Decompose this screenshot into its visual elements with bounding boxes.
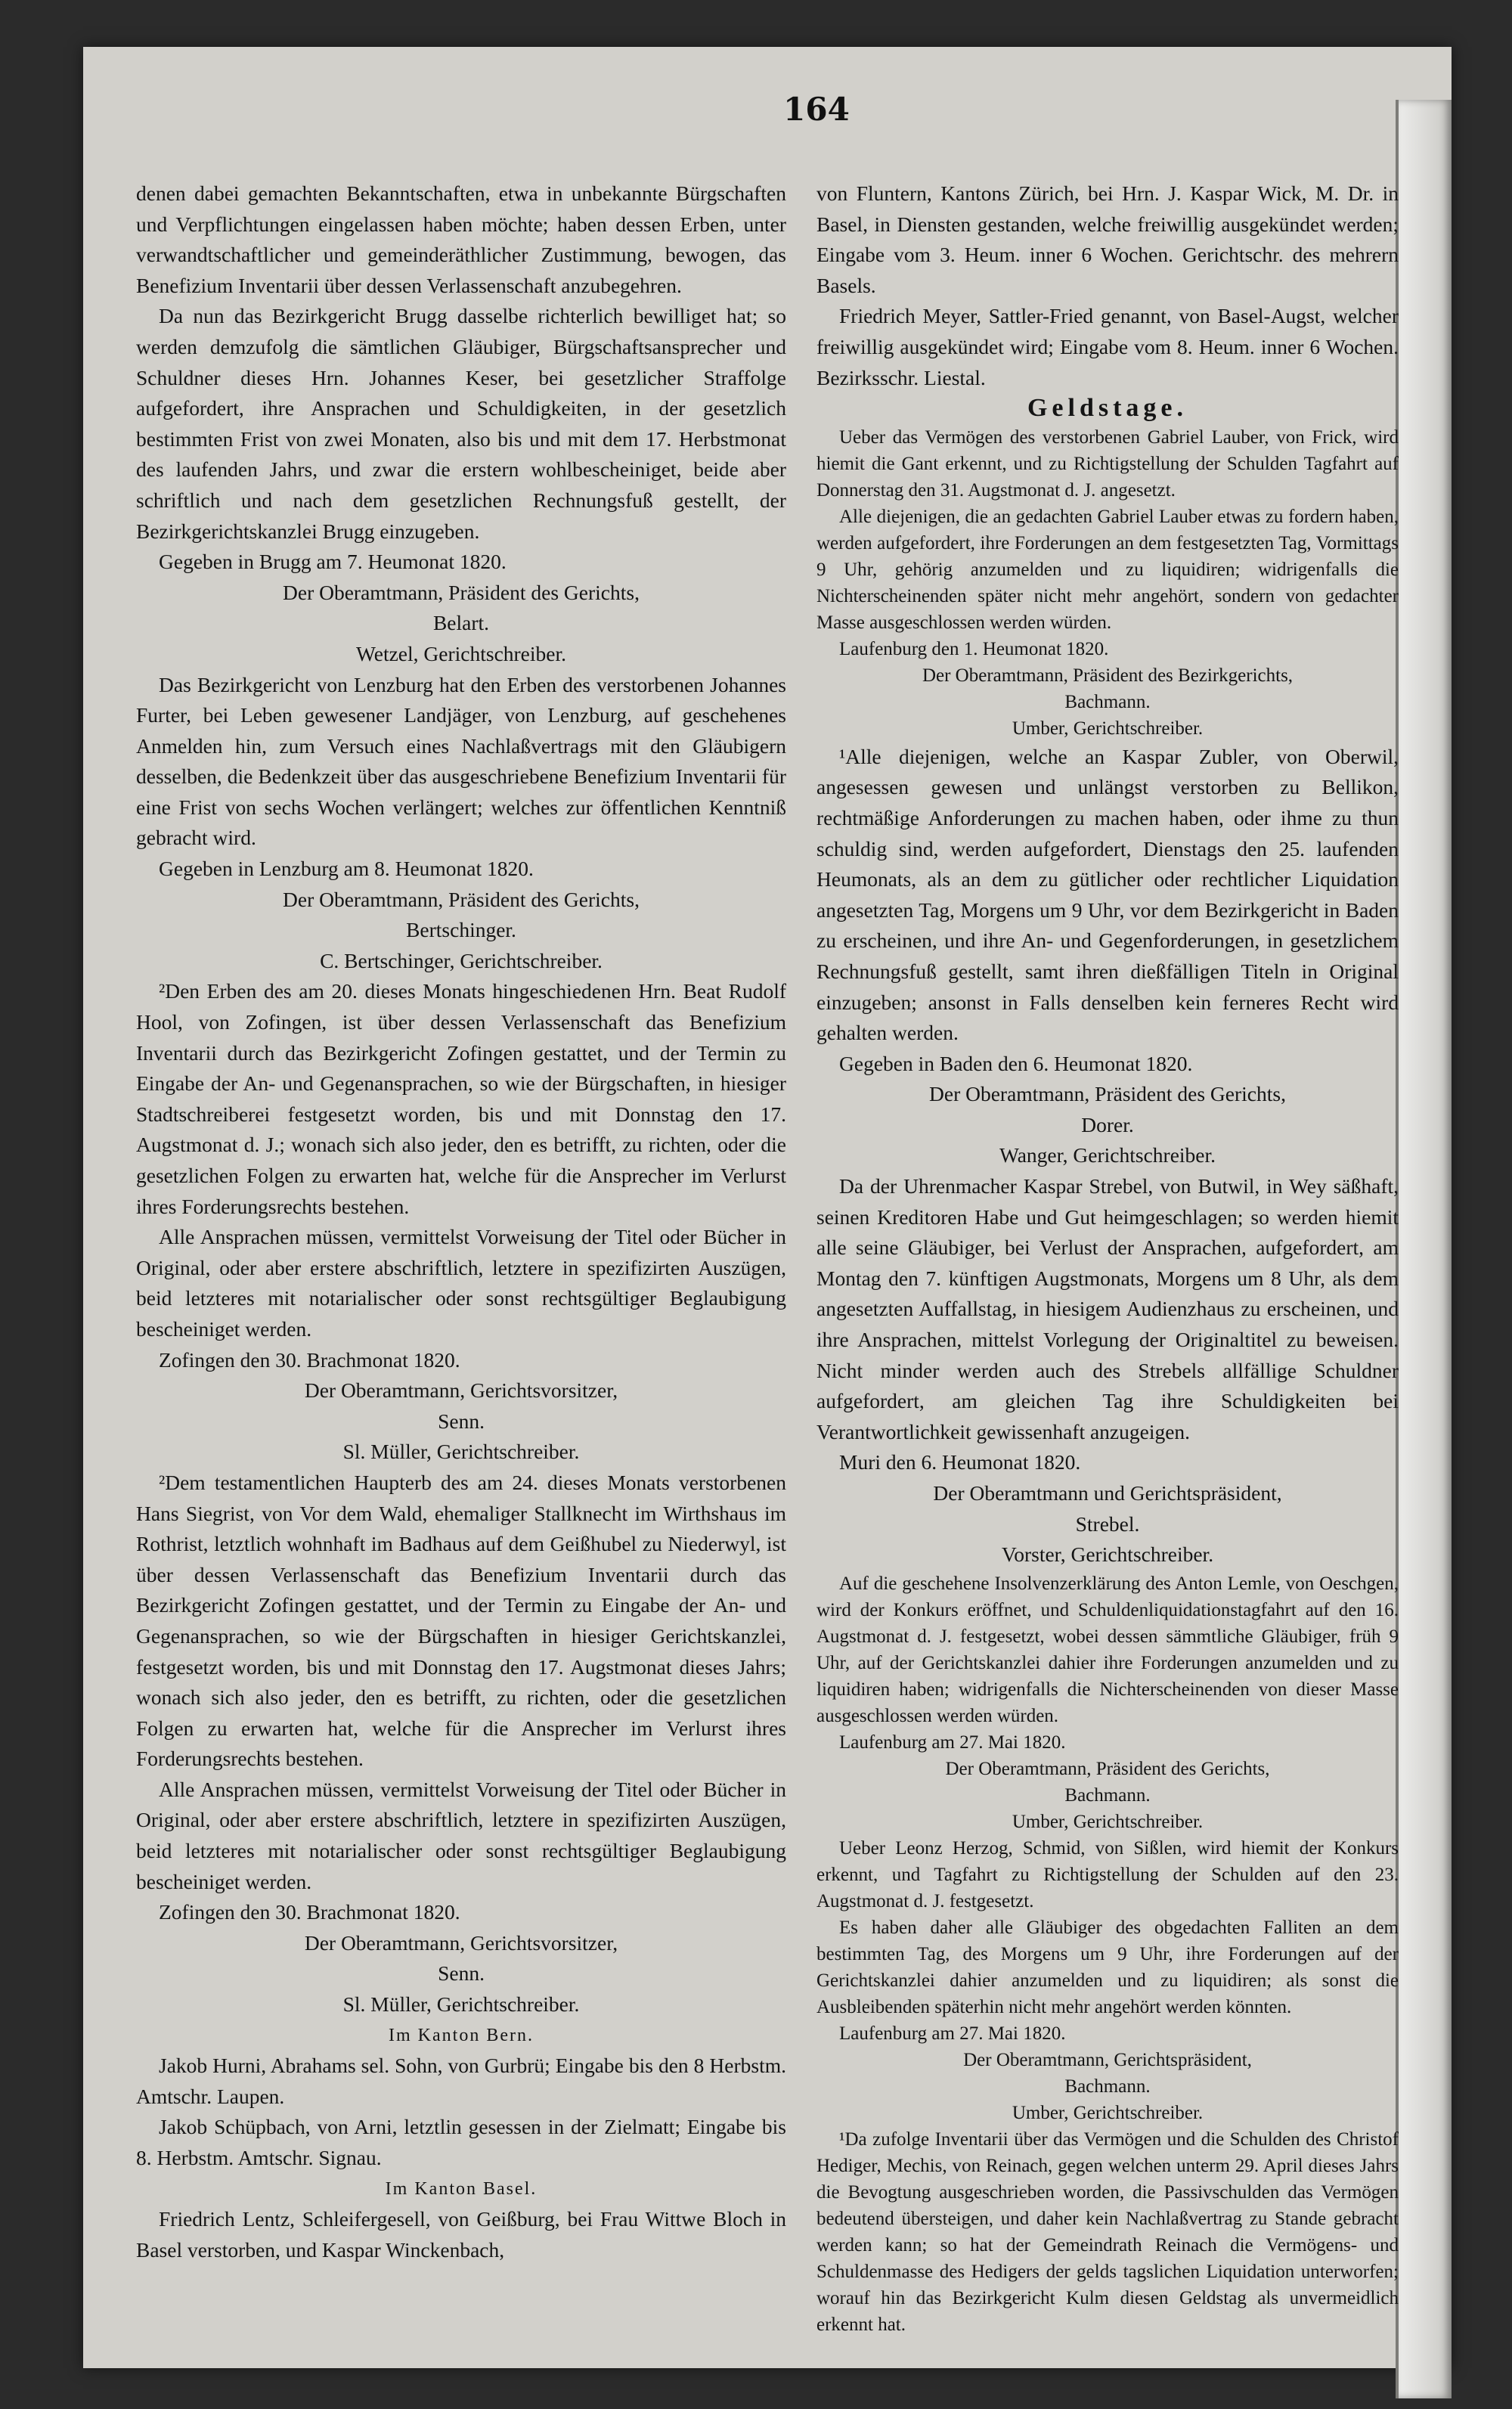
right-paragraph-5: Laufenburg den 1. Heumonat 1820. <box>839 638 1109 659</box>
right-paragraph-17: Strebel. <box>1075 1511 1140 1536</box>
right-paragraph-16: Der Oberamtmann und Gerichtspräsident, <box>933 1481 1282 1505</box>
right-paragraph-23: Umber, Gerichtschreiber. <box>1012 1811 1204 1832</box>
left-paragraph-2: Gegeben in Brugg am 7. Heumonat 1820. <box>159 550 507 574</box>
left-paragraph-0: denen dabei gemachten Bekanntschaften, etwa in unbekannte Bürgschaften und Verpflichtungen eingelassen haben möchte; haben dessen Erben, unter verwandtschaftlicher und gemeinderäthlicher Zustimmung, bewogen, das Benefizium Inventarii über dessen Verlassenschaft anzubegehren. <box>136 181 786 297</box>
right-paragraph-26: Laufenburg am 27. Mai 1820. <box>839 2023 1066 2044</box>
right-paragraph-14: Da der Uhrenmacher Kaspar Strebel, von Butwil, in Wey säßhaft, seinen Kreditoren Habe und Gut heimgeschlagen; so werden hiemit alle seine Gläubiger, bei Verlust der Ansprachen, aufgefordert, am Montag den 7. künftigen Augstmonats, Morgens um 8 Uhr, als dem angesetzten Auffallstag, in hiesigem Audienzhaus zu erscheinen, und ihre Ansprachen, mittelst Vorlegung der Originaltitel zu beweisen. Nicht minder werden auch des Strebels allfällige Schuldner aufgefordert, am gleichen Tag ihre Schuldigkeiten bei Verantwortlichkeit gewissenhaft anzugeigen. <box>816 1174 1399 1443</box>
right-paragraph-29: Umber, Gerichtschreiber. <box>1012 2102 1204 2123</box>
left-paragraph-12: Alle Ansprachen müssen, vermittelst Vorweisung der Titel oder Bücher in Original, oder aber erstere abschriftlich, letztere in spezifizirten Auszügen, beid letzteres mit notarialischer oder sonst rechtsgültiger Beglaubigung bescheiniget werden. <box>136 1225 786 1341</box>
left-paragraph-24: Jakob Hurni, Abrahams sel. Sohn, von Gurbrü; Eingabe bis den 8 Herbstm. Amtschr. Laupen. <box>136 2054 786 2108</box>
right-paragraph-2: Geldstage. <box>1027 394 1188 423</box>
left-paragraph-17: ²Dem testamentlichen Haupterb des am 24. dieses Monats verstorbenen Hans Siegrist, von Vor dem Wald, ehemaliger Stallknecht im Wirthshaus im Rothrist, letztlich wohnhaft im Badhaus auf dem Geißhubel zu Niederwyl, ist über dessen Verlassenschaft das Benefizium Inventarii durch das Bezirkgericht Zofingen gestattet, und der Termin zu Eingabe der An- und Gegenansprachen, so wie der Bürgschaften in hiesiger Gerichtskanzlei, festgesetzt worden, bis und mit Donnstag den 17. Augstmonat dieses Jahrs; wonach sich also jeder, den es betrifft, zu richten, oder die gesetzlichen Folgen zu erwarten hat, welche für die Ansprecher im Verlurst ihres Forderungsrechts bestehen. <box>136 1470 786 1771</box>
right-paragraph-9: ¹Alle diejenigen, welche an Kaspar Zubler, von Oberwil, angesessen gewesen und unlängst verstorben zu Bellikon, rechtmäßige Anforderungen zu machen haben, oder ihme zu thun schuldig sind, werden aufgefordert, Dienstags den 25. laufenden Heumonats, als an dem zu gütlicher oder rechtlicher Liquidation angesetzten Tag, Morgens um 9 Uhr, vor dem Bezirkgericht in Baden zu erscheinen, und ihre An- und Gegenforderungen, in gesetzlichem Rechnungsfuß gestellt, samt ihren dießfälligen Titeln in Original einzugeben; ansonst in Falls denselben kein ferneres Recht wird gehalten werden. <box>816 744 1399 1045</box>
right-paragraph-24: Ueber Leonz Herzog, Schmid, von Sißlen, wird hiemit der Konkurs erkennt, und Tagfahrt zu Richtigstellung der Schulden auf den 23. Augstmonat d. J. festgesetzt. <box>816 1837 1399 1911</box>
right-paragraph-19: Auf die geschehene Insolvenzerklärung des Anton Lemle, von Oeschgen, wird der Konkurs eröffnet, und Schuldenliquidationstagfahrt auf den 16. Augstmonat d. J. festgesetzt, wobei dessen sämmtliche Gläubiger, früh 9 Uhr, auf der Gerichtskanzlei dahier ihre Forderungen anzumelden und zu liquidiren haben; widrigenfalls die Nichterscheinenden von dieser Masse ausgeschlossen werden würden. <box>816 1573 1399 1726</box>
left-paragraph-21: Senn. <box>438 1961 485 1986</box>
right-paragraph-27: Der Oberamtmann, Gerichtspräsident, <box>963 2049 1252 2070</box>
left-column <box>136 178 786 2265</box>
right-paragraph-13: Wanger, Gerichtschreiber. <box>999 1143 1216 1167</box>
left-paragraph-27: Friedrich Lentz, Schleifergesell, von Geißburg, bei Frau Wittwe Bloch in Basel verstorben, und Kaspar Winckenbach, <box>136 2207 786 2262</box>
right-paragraph-0: von Fluntern, Kantons Zürich, bei Hrn. J. Kaspar Wick, M. Dr. in Basel, in Diensten gestanden, welche freiwillig ausgekündet werden; Eingabe vom 3. Heum. inner 6 Wochen. Gerichtschr. des mehrern Basels. <box>816 181 1399 297</box>
left-paragraph-22: Sl. Müller, Gerichtschreiber. <box>342 1992 580 2017</box>
left-paragraph-6: Das Bezirkgericht von Lenzburg hat den Erben des verstorbenen Johannes Furter, bei Leben gewesener Landjäger, von Lenzburg, auf geschehenes Anmelden hin, zum Versuch eines Nachlaßvertrags mit den Gläubigern desselben, die Bedenkzeit über das ausgeschriebene Benefizium Inventarii für eine Frist von sechs Wochen verlängert; welches zur öffentlichen Kenntniß gebracht wird. <box>136 672 786 850</box>
right-paragraph-3: Ueber das Vermögen des verstorbenen Gabriel Lauber, von Frick, wird hiemit die Gant erkennt, und zu Richtigstellung der Schulden Tagfahrt auf Donnerstag den 31. Augstmonat d. J. angesetzt. <box>816 426 1399 501</box>
left-paragraph-5: Wetzel, Gerichtschreiber. <box>356 641 566 665</box>
left-paragraph-9: Bertschinger. <box>406 918 516 942</box>
left-paragraph-11: ²Den Erben des am 20. dieses Monats hingeschiedenen Hrn. Beat Rudolf Hool, von Zofingen, ist über dessen Verlassenschaft das Benefizium Inventarii durch das Bezirkgericht Zofingen gestattet, und der Termin zu Eingabe der An- und Gegenansprachen, so wie der Bürgschaften, in hiesiger Stadtschreiberei festgesetzt worden, bis und mit Donnstag den 17. Augstmonat d. J.; wonach sich also jeder, den es betrifft, zu richten, oder die gesetzlichen Folgen zu erwarten hat, welche für die Ansprecher im Verlurst ihres Forderungsrechts bestehen. <box>136 979 786 1218</box>
right-paragraph-25: Es haben daher alle Gläubiger des obgedachten Falliten an dem bestimmten Tag, des Morgens um 9 Uhr, ihre Forderungen auf der Gerichtskanzlei dahier anzumelden und zu liquidiren; als sonst die Ausbleibenden späterhin nicht mehr angehört werden könnten. <box>816 1917 1399 2017</box>
page-edge <box>1396 100 1452 2398</box>
left-paragraph-1: Da nun das Bezirkgericht Brugg dasselbe richterlich bewilliget hat; so werden demzufolg die sämtlichen Gläubiger, Bürgschaftsansprecher und Schuldner dieses Hrn. Johannes Keser, bei gesetzlicher Straffolge aufgefordert, ihre Ansprachen und Schuldigkeiten, in der gesetzlich bestimmten Frist von zwei Monaten, also bis und mit dem 17. Herbstmonat des laufenden Jahrs, und zwar die erstern wohlbescheiniget, beide aber schriftlich und nach dem gesetzlichen Rechnungsfuß gestellt, der Bezirkgerichtskanzlei Brugg einzugeben. <box>136 304 786 543</box>
left-paragraph-26: Im Kanton Basel. <box>385 2178 538 2199</box>
right-paragraph-1: Friedrich Meyer, Sattler-Fried genannt, von Basel-Augst, welcher freiwillig ausgekündet wird; Eingabe vom 8. Heum. inner 6 Wochen. Bezirksschr. Liestal. <box>816 304 1399 389</box>
left-paragraph-15: Senn. <box>438 1409 485 1433</box>
left-paragraph-25: Jakob Schüpbach, von Arni, letztlin gesessen in der Zielmatt; Eingabe bis 8. Herbstm. Amtschr. Signau. <box>136 2115 786 2169</box>
right-paragraph-30: ¹Da zufolge Inventarii über das Vermögen und die Schulden des Christof Hediger, Mechis, von Reinach, gegen welchen unterm 29. April dieses Jahrs die Bevogtung ausgeschrieben worden, die Passivschulden das Vermögen bedeutend übersteigen, und daher kein Nachlaßvertrag zu Stande gebracht werden kann; so hat der Gemeindrath Reinach die Vermögens- und Schuldenmasse des Hedigers der gelds tagslichen Liquidation unterworfen; worauf hin das Bezirkgericht Kulm diesen Geldstag als unvermeidlich erkennt hat. <box>816 2128 1399 2335</box>
right-paragraph-21: Der Oberamtmann, Präsident des Gerichts, <box>945 1758 1270 1779</box>
right-paragraph-4: Alle diejenigen, die an gedachten Gabriel Lauber etwas zu fordern haben, werden aufgefordert, ihre Forderungen an dem festgesetzten Tag, Vormittags 9 Uhr, gehörig anzumelden und zu liquidiren; widrigenfalls die Nichterscheinenden später nicht mehr angehört, sondern von gedachter Masse ausgeschlossen werden würden. <box>816 506 1399 633</box>
left-paragraph-19: Zofingen den 30. Brachmonat 1820. <box>159 1900 460 1924</box>
right-paragraph-22: Bachmann. <box>1064 1784 1151 1806</box>
left-paragraph-20: Der Oberamtmann, Gerichtsvorsitzer, <box>304 1930 618 1955</box>
right-paragraph-7: Bachmann. <box>1064 691 1151 712</box>
page-number: 164 <box>783 91 850 128</box>
right-paragraph-11: Der Oberamtmann, Präsident des Gerichts, <box>929 1082 1286 1106</box>
right-paragraph-6: Der Oberamtmann, Präsident des Bezirkgerichts, <box>922 665 1294 686</box>
right-column <box>816 178 1399 2338</box>
right-paragraph-18: Vorster, Gerichtschreiber. <box>1001 1542 1214 1567</box>
left-paragraph-4: Belart. <box>432 611 490 635</box>
left-paragraph-7: Gegeben in Lenzburg am 8. Heumonat 1820. <box>159 857 534 881</box>
right-paragraph-15: Muri den 6. Heumonat 1820. <box>839 1450 1081 1474</box>
left-paragraph-23: Im Kanton Bern. <box>389 2025 534 2045</box>
right-paragraph-10: Gegeben in Baden den 6. Heumonat 1820. <box>839 1051 1193 1075</box>
left-paragraph-8: Der Oberamtmann, Präsident des Gerichts, <box>283 887 640 911</box>
right-paragraph-8: Umber, Gerichtschreiber. <box>1012 718 1204 739</box>
right-paragraph-28: Bachmann. <box>1064 2076 1151 2097</box>
right-paragraph-12: Dorer. <box>1081 1112 1134 1136</box>
left-paragraph-13: Zofingen den 30. Brachmonat 1820. <box>159 1347 460 1372</box>
left-paragraph-18: Alle Ansprachen müssen, vermittelst Vorweisung der Titel oder Bücher in Original, oder aber erstere abschriftlich, letztere in spezifizirten Auszügen, beid letzteres mit notarialischer oder sonst rechtsgültiger Beglaubigung bescheiniget werden. <box>136 1777 786 1893</box>
right-paragraph-20: Laufenburg am 27. Mai 1820. <box>839 1732 1066 1753</box>
left-paragraph-14: Der Oberamtmann, Gerichtsvorsitzer, <box>304 1378 618 1403</box>
left-paragraph-3: Der Oberamtmann, Präsident des Gerichts, <box>283 580 640 604</box>
left-paragraph-16: Sl. Müller, Gerichtschreiber. <box>342 1440 580 1464</box>
left-paragraph-10: C. Bertschinger, Gerichtschreiber. <box>320 948 603 972</box>
